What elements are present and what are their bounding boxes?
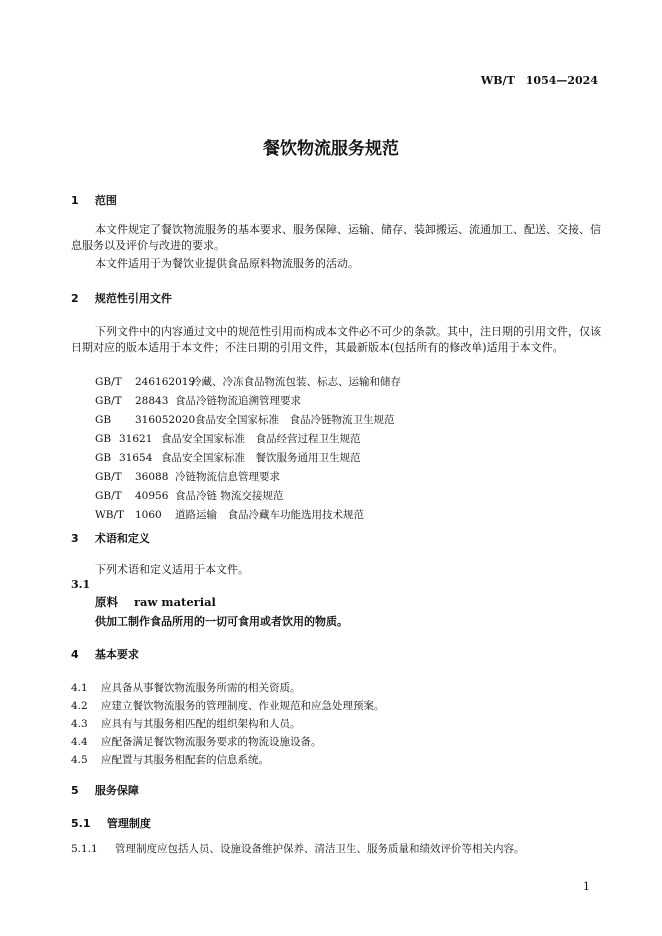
reference-code: GB/T bbox=[95, 490, 122, 502]
reference-item bbox=[95, 488, 283, 503]
reference-number: 31654 bbox=[119, 452, 153, 464]
section-number: 5 bbox=[71, 784, 79, 797]
term-chinese: 原料 bbox=[95, 595, 118, 609]
reference-item bbox=[95, 450, 361, 465]
reference-code: GB/T bbox=[95, 471, 122, 483]
reference-item bbox=[95, 393, 301, 408]
reference-number: 31621 bbox=[119, 433, 153, 445]
reference-number: 40956 bbox=[135, 490, 169, 502]
item-number: 4.1 bbox=[71, 682, 88, 694]
term-entry bbox=[95, 594, 216, 610]
item-text: 管理制度应包括人员、设施设备维护保养、清洁卫生、服务质量和绩效评价等相关内容。 bbox=[115, 843, 525, 855]
reference-number: 36088 bbox=[135, 471, 169, 483]
term-number: 3.1 bbox=[71, 578, 91, 591]
standard-code-header: WB/T 1054—2024 bbox=[480, 74, 598, 87]
reference-title: 食品安全国家标准 餐饮服务通用卫生规范 bbox=[161, 452, 361, 464]
section-3-heading bbox=[71, 530, 150, 546]
page-number: 1 bbox=[583, 880, 590, 893]
subsection-title: 管理制度 bbox=[106, 817, 151, 830]
subsection-5-1-heading bbox=[71, 815, 151, 831]
term-definition: 供加工制作食品所用的一切可食用或者饮用的物质。 bbox=[95, 615, 348, 628]
reference-code: GB bbox=[95, 433, 112, 445]
reference-item bbox=[95, 469, 280, 484]
scope-paragraph-2: 本文件适用于为餐饮业提供食品原料物流服务的活动。 bbox=[95, 257, 359, 270]
item-number: 4.4 bbox=[71, 736, 88, 748]
section-5-heading bbox=[71, 782, 139, 798]
reference-item bbox=[95, 412, 395, 427]
reference-code: GB bbox=[95, 452, 112, 464]
item-text: 应配备满足餐饮物流服务要求的物流设施设备。 bbox=[101, 736, 322, 748]
requirement-item bbox=[71, 716, 301, 731]
section-title: 术语和定义 bbox=[94, 532, 150, 545]
item-number: 4.5 bbox=[71, 754, 88, 766]
reference-number: 1060 bbox=[135, 509, 162, 521]
item-number: 4.2 bbox=[71, 700, 88, 712]
reference-item bbox=[95, 507, 364, 522]
subsection-number: 5.1 bbox=[71, 817, 91, 830]
term-english: raw material bbox=[134, 595, 216, 609]
section-number: 4 bbox=[71, 648, 79, 661]
section-title: 服务保障 bbox=[94, 784, 139, 797]
requirement-item bbox=[71, 734, 322, 749]
scope-paragraph-1: 本文件规定了餐饮物流服务的基本要求、服务保障、运输、储存、装卸搬运、流通加工、配送、交接、信息服务以及评价与改进的要求。 bbox=[71, 223, 601, 252]
reference-item bbox=[95, 431, 361, 446]
item-number: 5.1.1 bbox=[71, 843, 98, 855]
section-title: 基本要求 bbox=[94, 648, 139, 661]
section-title: 范围 bbox=[94, 194, 117, 207]
requirement-item bbox=[71, 680, 301, 695]
section-4-heading bbox=[71, 646, 139, 662]
item-text: 应配置与其服务相配套的信息系统。 bbox=[101, 754, 269, 766]
references-intro: 下列文件中的内容通过文中的规范性引用而构成本文件必不可少的条款。其中，注日期的引用文件，仅该日期对应的版本适用于本文件；不注日期的引用文件，其最新版本(包括所有的修改单)适用于本文件。 bbox=[71, 325, 601, 354]
section-title: 规范性引用文件 bbox=[94, 292, 172, 305]
reference-title: 食品冷链物流追溯管理要求 bbox=[175, 395, 301, 407]
reference-code: GB bbox=[95, 414, 112, 426]
item-number: 4.3 bbox=[71, 718, 88, 730]
section-2-heading bbox=[71, 290, 172, 306]
section-number: 3 bbox=[71, 532, 79, 545]
section-number: 2 bbox=[71, 292, 79, 305]
reference-title: 食品安全国家标准 食品冷链物流卫生规范 bbox=[195, 414, 395, 426]
reference-code: WB/T bbox=[95, 509, 125, 521]
document-title: 餐饮物流服务规范 bbox=[263, 139, 399, 159]
reference-code: GB/T bbox=[95, 376, 122, 388]
management-item bbox=[71, 841, 525, 856]
item-text: 应具有与其服务相匹配的组织架构和人员。 bbox=[101, 718, 301, 730]
reference-title: 冷链物流信息管理要求 bbox=[175, 471, 280, 483]
reference-title: 道路运输 食品冷藏车功能选用技术规范 bbox=[175, 509, 364, 521]
reference-number: 316052020 bbox=[135, 414, 196, 426]
reference-title: 食品安全国家标准 食品经营过程卫生规范 bbox=[161, 433, 361, 445]
reference-item bbox=[95, 374, 401, 389]
reference-title: 食品冷链 物流交接规范 bbox=[175, 490, 284, 502]
reference-title: 冷藏、冷冻食品物流包装、标志、运输和储存 bbox=[191, 376, 401, 388]
item-text: 应具备从事餐饮物流服务所需的相关资质。 bbox=[101, 682, 301, 694]
terms-intro: 下列术语和定义适用于本文件。 bbox=[95, 563, 249, 576]
section-number: 1 bbox=[71, 194, 79, 207]
requirement-item bbox=[71, 752, 269, 767]
section-1-heading bbox=[71, 192, 117, 208]
reference-number: 28843 bbox=[135, 395, 169, 407]
reference-code: GB/T bbox=[95, 395, 122, 407]
requirement-item bbox=[71, 698, 385, 713]
reference-number: 246162019 bbox=[135, 376, 196, 388]
item-text: 应建立餐饮物流服务的管理制度、作业规范和应急处理预案。 bbox=[101, 700, 385, 712]
